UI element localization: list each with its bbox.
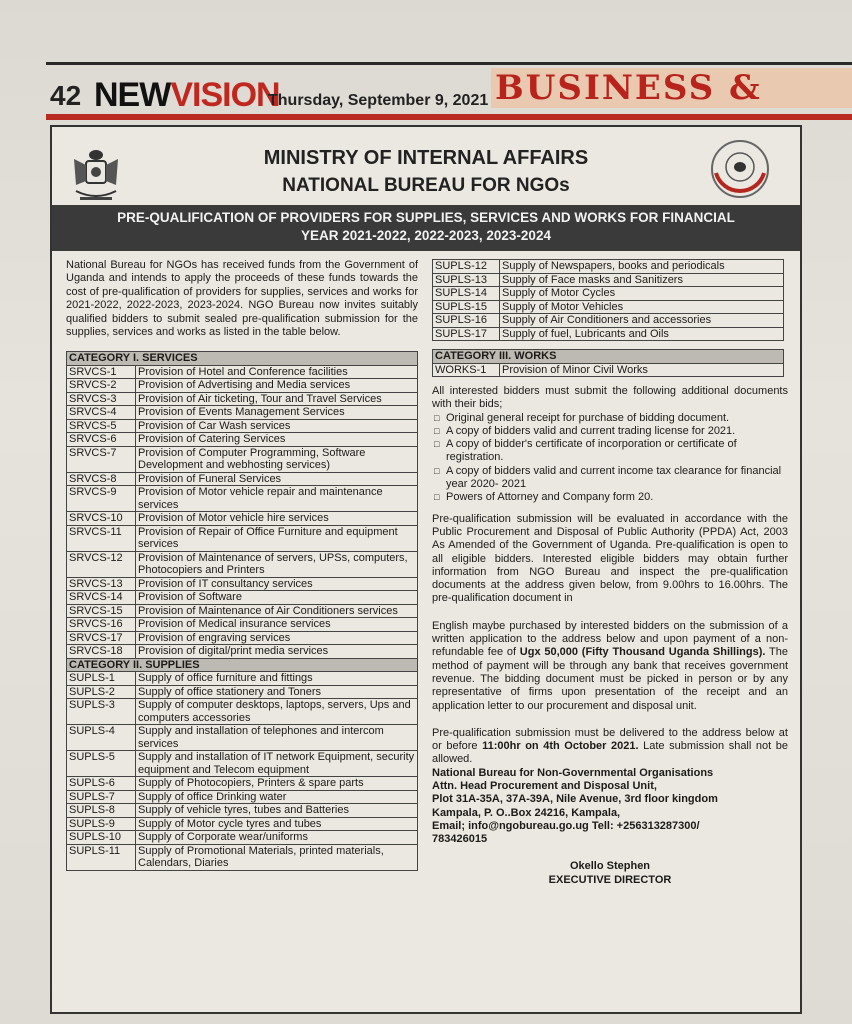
signatory-title: EXECUTIVE DIRECTOR [548, 873, 672, 886]
item-code: SRVCS-3 [67, 392, 136, 406]
item-description: Provision of Motor vehicle repair and maintenance services [136, 486, 418, 512]
item-description: Supply of office Drinking water [136, 790, 418, 804]
item-code: SRVCS-14 [67, 591, 136, 605]
table-row [433, 314, 784, 328]
item-code: SRVCS-18 [67, 645, 136, 659]
page-number: 42 [50, 80, 82, 111]
table-row [67, 406, 418, 420]
newspaper-logo [94, 76, 280, 115]
logo-vision: VISION [170, 76, 280, 114]
category-heading-row [67, 658, 418, 672]
table-row [67, 699, 418, 725]
table-row [67, 419, 418, 433]
item-description: Supply of Motor cycle tyres and tubes [136, 817, 418, 831]
table-row [67, 751, 418, 777]
deadline-time: 11:00hr on 4th October 2021. [482, 740, 639, 753]
item-code: SRVCS-13 [67, 577, 136, 591]
table-row [67, 685, 418, 699]
item-code: SRVCS-5 [67, 419, 136, 433]
purchase-fee: Ugx 50,000 (Fifty Thousand Uganda Shillings). [519, 646, 766, 659]
table-row [433, 300, 784, 314]
address-line-5: Email; info@ngobureau.go.ug Tell: +256313287300/ [432, 819, 700, 832]
list-item: □ A copy of bidders valid and current income tax clearance for financial year 2020- 2021 [434, 465, 788, 492]
table-row [67, 591, 418, 605]
table-row [67, 604, 418, 618]
item-description: Supply of computer desktops, laptops, servers, Ups and computers accessories [136, 699, 418, 725]
item-description: Provision of Medical insurance services [136, 618, 418, 632]
banner-line-2: YEAR 2021-2022, 2022-2023, 2023-2024 [301, 228, 551, 243]
supplies-works-table [432, 259, 784, 377]
item-code: SUPLS-2 [67, 685, 136, 699]
item-description: Supply of Air Conditioners and accessories [500, 314, 784, 328]
table-row [67, 831, 418, 845]
item-description: Provision of Events Management Services [136, 406, 418, 420]
item-description: Supply and installation of telephones and intercom services [136, 725, 418, 751]
table-row [67, 618, 418, 632]
category-heading-row [433, 350, 784, 364]
table-row [67, 645, 418, 659]
item-code: SUPLS-13 [433, 273, 500, 287]
table-row [67, 392, 418, 406]
item-description: Provision of engraving services [136, 631, 418, 645]
list-item: □ Powers of Attorney and Company form 20. [434, 491, 788, 504]
category-heading: CATEGORY I. SERVICES [67, 352, 418, 366]
address-line-2: Attn. Head Procurement and Disposal Unit, [432, 780, 657, 793]
category-heading: CATEGORY III. WORKS [433, 350, 784, 364]
item-description: Supply of Newspapers, books and periodicals [500, 260, 784, 274]
table-row [433, 327, 784, 341]
masthead-rule [46, 62, 852, 65]
item-code: SRVCS-7 [67, 446, 136, 472]
item-code: SRVCS-8 [67, 472, 136, 486]
address-line-4: Kampala, P. O..Box 24216, Kampala, [432, 806, 621, 819]
purchase-text-a: English maybe purchased by interested bidders on the submission of a written application to the address below and upon payment of a non-refundable fee of [432, 619, 788, 659]
requirements-list [432, 412, 788, 505]
table-row [67, 577, 418, 591]
masthead-red-rule [46, 114, 852, 120]
item-code: SRVCS-1 [67, 365, 136, 379]
table-row [433, 363, 784, 377]
item-code: SUPLS-14 [433, 287, 500, 301]
table-row [67, 525, 418, 551]
list-item: □ A copy of bidders valid and current trading license for 2021. [434, 425, 788, 438]
deadline-text-a: Pre-qualification submission must be delivered to the address below at or before [432, 726, 788, 753]
table-row [67, 551, 418, 577]
issue-date: Thursday, September 9, 2021 [268, 92, 489, 109]
item-description: Supply and installation of IT network Equipment, security equipment and Telecom equipment [136, 751, 418, 777]
item-description: Supply of Motor Vehicles [500, 300, 784, 314]
item-description: Provision of Motor vehicle hire services [136, 512, 418, 526]
item-code: SUPLS-8 [67, 804, 136, 818]
address-line-6: 783426015 [432, 833, 488, 846]
banner-line-1: PRE-QUALIFICATION OF PROVIDERS FOR SUPPLIES, SERVICES AND WORKS FOR FINANCIAL [117, 210, 735, 225]
item-code: SUPLS-16 [433, 314, 500, 328]
item-description: Provision of digital/print media services [136, 645, 418, 659]
address-line-1: National Bureau for Non-Governmental Organisations [432, 766, 714, 779]
logo-new: NEW [94, 76, 171, 114]
table-spacer [433, 341, 784, 350]
item-description: Provision of Hotel and Conference facilities [136, 365, 418, 379]
item-code: SRVCS-4 [67, 406, 136, 420]
table-row [433, 273, 784, 287]
table-row [67, 672, 418, 686]
services-supplies-table [66, 351, 418, 871]
item-code: SRVCS-2 [67, 379, 136, 393]
item-code: SRVCS-9 [67, 486, 136, 512]
item-code: SUPLS-6 [67, 777, 136, 791]
item-description: Provision of Funeral Services [136, 472, 418, 486]
item-description: Supply of office furniture and fittings [136, 672, 418, 686]
deadline-paragraph [432, 727, 788, 767]
table-row [67, 486, 418, 512]
item-code: SRVCS-16 [67, 618, 136, 632]
address-block [432, 767, 788, 847]
address-line-3: Plot 31A-35A, 37A-39A, Nile Avenue, 3rd floor kingdom [432, 793, 718, 806]
ministry-title: MINISTRY OF INTERNAL AFFAIRS [263, 147, 589, 169]
table-row [433, 287, 784, 301]
category-heading: CATEGORY II. SUPPLIES [67, 658, 418, 672]
item-description: Provision of Software [136, 591, 418, 605]
table-row [67, 365, 418, 379]
table-row [67, 472, 418, 486]
item-description: Supply of fuel, Lubricants and Oils [500, 327, 784, 341]
table-row [67, 777, 418, 791]
item-code: SUPLS-5 [67, 751, 136, 777]
item-code: SUPLS-17 [433, 327, 500, 341]
item-description: Supply of Motor Cycles [500, 287, 784, 301]
item-code: SUPLS-3 [67, 699, 136, 725]
item-description: Provision of Repair of Office Furniture and equipment services [136, 525, 418, 551]
item-code: SRVCS-6 [67, 433, 136, 447]
item-description: Provision of Advertising and Media services [136, 379, 418, 393]
item-description: Supply of Promotional Materials, printed materials, Calendars, Diaries [136, 844, 418, 870]
item-code: WORKS-1 [433, 363, 500, 377]
table-row [67, 725, 418, 751]
category-heading-row [67, 352, 418, 366]
item-description: Provision of Computer Programming, Software Development and webhosting services) [136, 446, 418, 472]
left-column [66, 259, 418, 871]
item-description: Provision of Maintenance of servers, UPSs, computers, Photocopiers and Printers [136, 551, 418, 577]
table-row [67, 512, 418, 526]
item-description: Supply of vehicle tyres, tubes and Batteries [136, 804, 418, 818]
masthead [46, 62, 852, 122]
item-code: SUPLS-4 [67, 725, 136, 751]
item-description: Supply of office stationery and Toners [136, 685, 418, 699]
item-code: SRVCS-11 [67, 525, 136, 551]
bureau-title: NATIONAL BUREAU FOR NGOs [282, 175, 570, 196]
item-description: Provision of Catering Services [136, 433, 418, 447]
table-row [67, 790, 418, 804]
table-row [67, 817, 418, 831]
table-row [67, 844, 418, 870]
item-code: SRVCS-10 [67, 512, 136, 526]
item-description: Supply of Corporate wear/uniforms [136, 831, 418, 845]
item-code: SRVCS-12 [67, 551, 136, 577]
item-description: Supply of Photocopiers, Printers & spare parts [136, 777, 418, 791]
table-row [67, 433, 418, 447]
item-description: Provision of Air ticketing, Tour and Travel Services [136, 392, 418, 406]
item-description: Provision of Minor Civil Works [500, 363, 784, 377]
table-row [67, 631, 418, 645]
list-item: □ Original general receipt for purchase of bidding document. [434, 412, 788, 425]
item-code: SUPLS-9 [67, 817, 136, 831]
item-description: Provision of Maintenance of Air Conditioners services [136, 604, 418, 618]
purchase-paragraph [432, 620, 788, 713]
table-row [67, 804, 418, 818]
item-code: SUPLS-7 [67, 790, 136, 804]
item-description: Supply of Face masks and Sanitizers [500, 273, 784, 287]
signature-block [432, 859, 788, 887]
requirements-lead: All interested bidders must submit the following additional documents with their bids; [432, 385, 788, 411]
item-description: Provision of Car Wash services [136, 419, 418, 433]
signatory-name: Okello Stephen [569, 859, 651, 872]
item-code: SUPLS-15 [433, 300, 500, 314]
tender-advert [50, 125, 802, 1014]
right-column [432, 259, 788, 887]
advert-banner [52, 205, 800, 251]
item-code: SUPLS-1 [67, 672, 136, 686]
intro-paragraph: National Bureau for NGOs has received funds from the Government of Uganda and intends to apply the proceeds of these funds towards the cost of pre-qualification of providers for supplies, services and works for 2021-2022, 2022-2023, 2023-2024. NGO Bureau now invites suitably qualified bidders to submit sealed pre-qualification submission for the supplies, services and works as listed in the table below. [66, 259, 418, 339]
evaluation-paragraph: Pre-qualification submission will be evaluated in accordance with the Public Procurement and Disposal of Public Authority (PPDA) Act, 2003 As Amended of the Government of Uganda. Pre-qualification is open to all eligible bidders. Interested eligible bidders may obtain further information from NGO Bureau and inspect the pre-qualification documents at the address given below, from 9.00hrs to 16.00hrs. The pre-qualification document in [432, 512, 788, 605]
table-row [67, 379, 418, 393]
table-row [433, 260, 784, 274]
section-title: BUSINESS & [491, 68, 852, 108]
item-code: SRVCS-17 [67, 631, 136, 645]
item-code: SRVCS-15 [67, 604, 136, 618]
table-row [67, 446, 418, 472]
item-code: SUPLS-12 [433, 260, 500, 274]
item-description: Provision of IT consultancy services [136, 577, 418, 591]
list-item: □ A copy of bidder's certificate of incorporation or certificate of registration. [434, 438, 788, 465]
item-code: SUPLS-10 [67, 831, 136, 845]
deadline-text-b: Late submission shall not be allowed. [432, 740, 788, 766]
purchase-text-b: The method of payment will be through any bank that receives government revenue. The bidding document must be picked in person or by any representative of firms upon presentation of the receipt and an application letter to our procurement and disposal unit. [432, 646, 788, 712]
item-code: SUPLS-11 [67, 844, 136, 870]
